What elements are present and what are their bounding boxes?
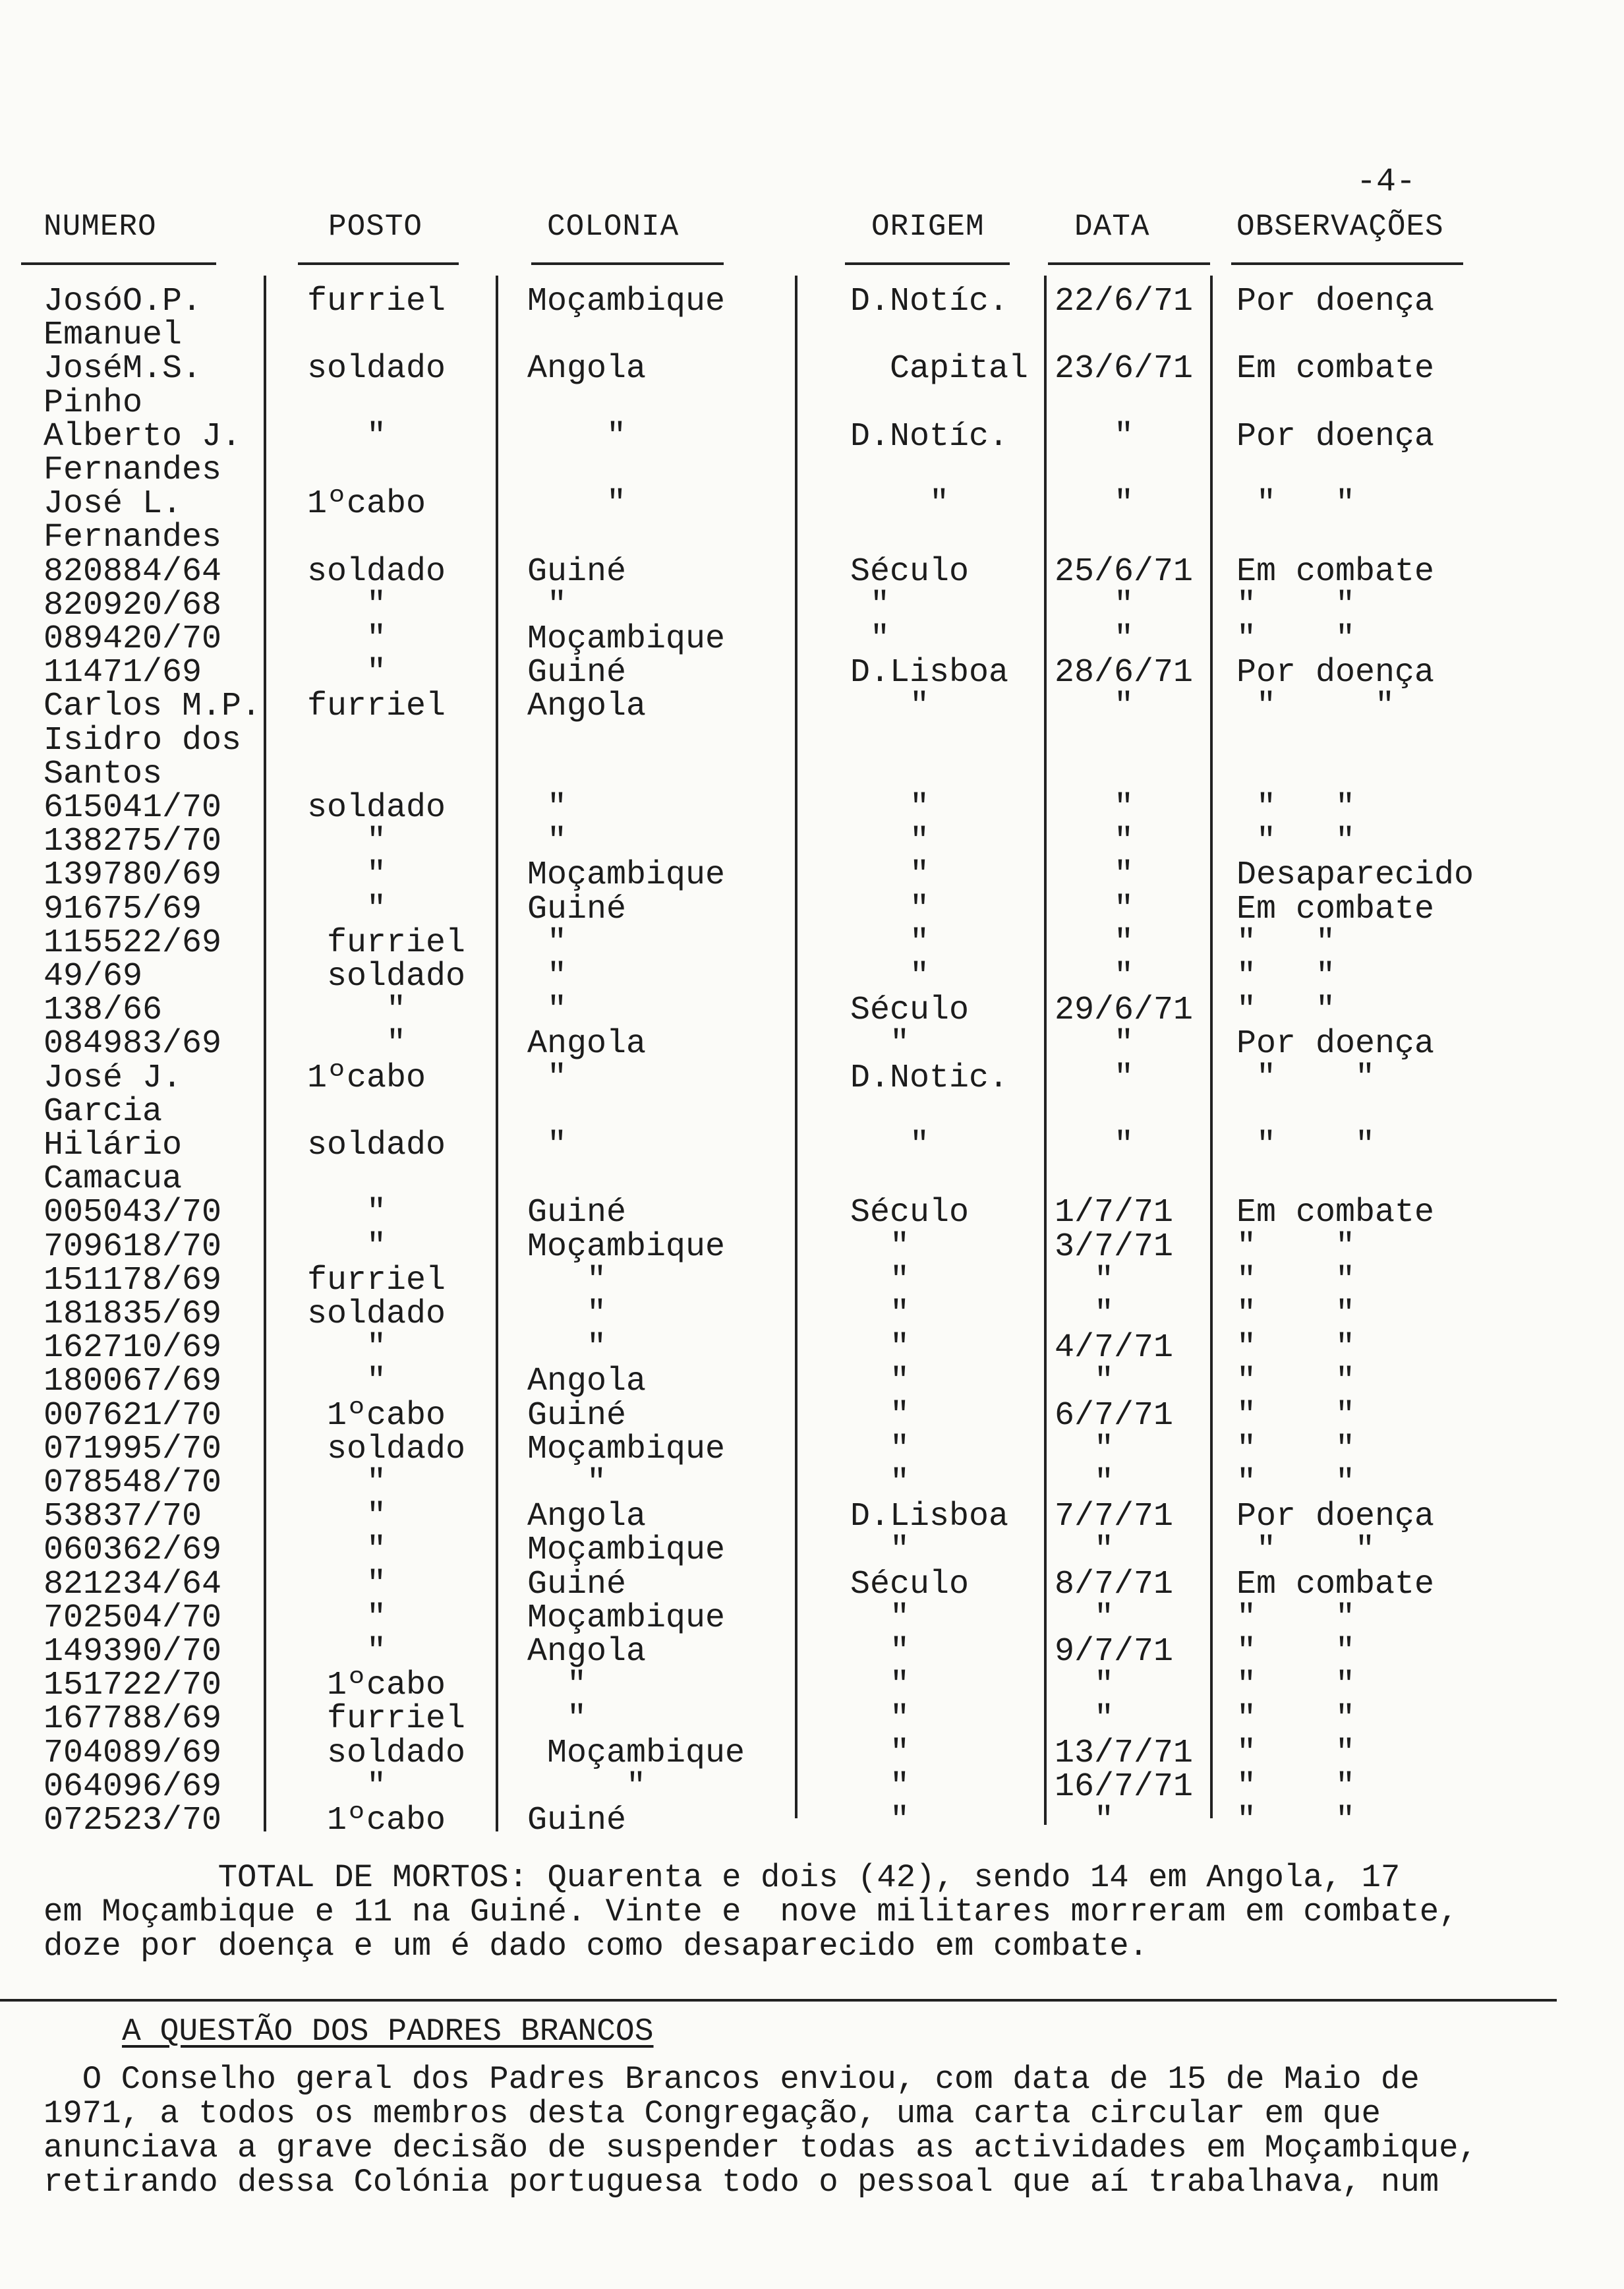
table-row — [0, 487, 1516, 521]
row-observacoes: " " — [1236, 1059, 1376, 1097]
row-colonia: Moçambique — [527, 1734, 745, 1772]
row-posto: soldado — [307, 1295, 446, 1333]
row-colonia: Angola — [527, 1633, 647, 1671]
row-posto: furriel — [307, 1261, 446, 1299]
row-observacoes: Por doença — [1236, 1498, 1435, 1536]
header-underline — [1048, 262, 1210, 265]
row-numero: 615041/70 — [44, 789, 222, 827]
row-origem: " — [850, 924, 930, 962]
row-data: " — [1055, 1127, 1134, 1164]
row-colonia: Moçambique — [527, 1228, 726, 1266]
row-data: " — [1055, 417, 1134, 456]
table-row — [0, 552, 1516, 591]
row-origem: " — [850, 1228, 910, 1266]
row-posto: " — [307, 890, 387, 928]
row-origem: " — [850, 1768, 910, 1806]
row-posto: " — [307, 620, 387, 658]
row-colonia: Moçambique — [527, 856, 726, 895]
row-observacoes: " " — [1236, 992, 1336, 1030]
row-origem: Século — [850, 1565, 970, 1603]
row-origem: " — [850, 485, 950, 523]
row-numero: 149390/70 — [44, 1633, 222, 1671]
row-data: 22/6/71 — [1055, 283, 1194, 320]
row-data: " — [1055, 1363, 1115, 1401]
table-row — [0, 1498, 1516, 1536]
header-origem: ORIGEM — [871, 210, 985, 244]
row-colonia: " — [527, 789, 567, 827]
row-posto: soldado — [307, 552, 446, 591]
row-numero: 071995/70 — [44, 1430, 222, 1468]
row-origem: " — [850, 1025, 910, 1063]
row-data: " — [1055, 1700, 1115, 1739]
row-origem: " — [850, 1599, 910, 1637]
row-origem: D.Lisboa — [850, 654, 1009, 692]
row-data: " — [1055, 1667, 1115, 1705]
row-observacoes: " " — [1236, 1127, 1376, 1164]
table-row — [0, 1092, 1516, 1131]
row-observacoes: " " — [1236, 823, 1356, 861]
row-observacoes: " " — [1236, 1700, 1356, 1739]
row-numero: 151722/70 — [44, 1667, 222, 1705]
table-row — [0, 1700, 1516, 1739]
row-numero: 151178/69 — [44, 1261, 222, 1299]
row-numero: 139780/69 — [44, 856, 222, 895]
row-observacoes: " " — [1236, 1667, 1356, 1705]
row-posto: furriel — [307, 924, 466, 962]
row-colonia: Angola — [527, 688, 647, 726]
row-observacoes: " " — [1236, 1430, 1356, 1468]
row-colonia: Guiné — [527, 1194, 627, 1232]
row-posto: 1ºcabo — [307, 1667, 446, 1705]
row-origem: " — [850, 823, 930, 861]
row-origem: D.Lisboa — [850, 1498, 1009, 1536]
row-data: 23/6/71 — [1055, 350, 1194, 388]
row-data: " — [1055, 1802, 1115, 1839]
table-row — [0, 454, 1516, 487]
table-row — [0, 519, 1516, 557]
row-numero: 005043/70 — [44, 1194, 222, 1232]
row-numero: 49/69 — [44, 958, 143, 996]
row-observacoes: Desaparecido — [1236, 856, 1474, 895]
header-underline — [531, 262, 724, 265]
row-posto: " — [307, 1498, 387, 1536]
row-numero: JosóO.P. — [44, 283, 202, 320]
row-colonia: " — [527, 1768, 647, 1806]
row-posto: soldado — [307, 1430, 466, 1468]
table-row — [0, 791, 1516, 825]
row-colonia: " — [527, 1059, 567, 1097]
section-divider — [0, 1999, 1557, 2002]
header-underline — [1231, 262, 1463, 265]
row-data: 6/7/71 — [1055, 1396, 1174, 1435]
row-observacoes: " " — [1236, 688, 1395, 726]
row-observacoes: Em combate — [1236, 890, 1435, 928]
row-observacoes: " " — [1236, 1228, 1356, 1266]
row-origem: " — [850, 1802, 910, 1839]
row-posto: " — [307, 1464, 387, 1502]
row-numero: 820884/64 — [44, 552, 222, 591]
row-colonia: Moçambique — [527, 283, 726, 320]
table-row — [0, 1331, 1516, 1365]
row-origem: " — [850, 958, 930, 996]
row-data: 13/7/71 — [1055, 1734, 1194, 1772]
header-underline — [845, 262, 1010, 265]
row-data: " — [1055, 924, 1134, 962]
table-row — [0, 1160, 1516, 1199]
row-posto: soldado — [307, 958, 466, 996]
row-posto: " — [307, 1531, 387, 1570]
row-posto: soldado — [307, 350, 446, 388]
row-origem: " — [850, 1329, 910, 1367]
table-row — [0, 1734, 1516, 1772]
row-colonia: Angola — [527, 1498, 647, 1536]
row-observacoes: Por doença — [1236, 283, 1435, 320]
row-posto: " — [307, 417, 387, 456]
table-row — [0, 1297, 1516, 1331]
row-colonia: " — [527, 1464, 607, 1502]
row-data: " — [1055, 1295, 1115, 1333]
row-posto: 1ºcabo — [307, 485, 426, 523]
table-row — [0, 1804, 1516, 1837]
row-colonia: Angola — [527, 350, 647, 388]
row-colonia: " — [527, 992, 567, 1030]
row-observacoes: " " — [1236, 1531, 1376, 1570]
row-observacoes: " " — [1236, 1363, 1356, 1401]
row-posto: 1ºcabo — [307, 1059, 426, 1097]
row-numero: 181835/69 — [44, 1295, 222, 1333]
row-origem: " — [850, 1464, 910, 1502]
table-row — [0, 1196, 1516, 1230]
row-numero: JoséM.S. — [44, 350, 202, 388]
row-numero: 162710/69 — [44, 1329, 222, 1367]
row-numero: Emanuel — [44, 316, 183, 355]
row-observacoes: " " — [1236, 958, 1336, 996]
table-row — [0, 1061, 1516, 1095]
row-origem: Século — [850, 552, 970, 591]
row-origem: Capital — [850, 350, 1029, 388]
row-numero: 072523/70 — [44, 1802, 222, 1839]
row-data: 8/7/71 — [1055, 1565, 1174, 1603]
table-row — [0, 1770, 1516, 1804]
row-origem: " — [850, 1531, 910, 1570]
row-numero: Carlos M.P. — [44, 688, 262, 726]
row-posto: " — [307, 1194, 387, 1232]
header-underline — [21, 262, 216, 265]
row-observacoes: " " — [1236, 924, 1336, 962]
row-posto: furriel — [307, 1700, 466, 1739]
row-posto: " — [307, 1363, 387, 1401]
row-data: " — [1055, 890, 1134, 928]
row-origem: " — [850, 1261, 910, 1299]
row-colonia: " — [527, 1261, 607, 1299]
table-row — [0, 960, 1516, 994]
row-posto: " — [307, 654, 387, 692]
row-colonia: Angola — [527, 1025, 647, 1063]
row-numero: 709618/70 — [44, 1228, 222, 1266]
row-origem: " — [850, 586, 890, 624]
row-origem: " — [850, 890, 930, 928]
row-origem: " — [850, 1430, 910, 1468]
row-data: 3/7/71 — [1055, 1228, 1174, 1266]
row-origem: D.Notíc. — [850, 283, 1009, 320]
table-row — [0, 755, 1516, 793]
row-data: " — [1055, 1531, 1115, 1570]
row-observacoes: " " — [1236, 485, 1356, 523]
header-posto: POSTO — [328, 210, 423, 244]
table-row — [0, 1027, 1516, 1061]
table-row — [0, 1667, 1516, 1705]
row-numero: 084983/69 — [44, 1025, 222, 1063]
row-posto: " — [307, 1329, 387, 1367]
row-numero: 702504/70 — [44, 1599, 222, 1637]
table-row — [0, 1430, 1516, 1468]
row-numero: 060362/69 — [44, 1531, 222, 1570]
table-row — [0, 1261, 1516, 1299]
row-origem: " — [850, 1700, 910, 1739]
row-colonia: " — [527, 958, 567, 996]
table-row — [0, 823, 1516, 861]
row-posto: soldado — [307, 1127, 446, 1164]
row-origem: " — [850, 688, 930, 726]
row-posto: " — [307, 1565, 387, 1603]
row-observacoes: Em combate — [1236, 1194, 1435, 1232]
row-numero: Alberto J. — [44, 417, 242, 456]
total-deaths-text: TOTAL DE MORTOS: Quarenta e dois (42), sendo 14 em Angola, 17 em Moçambique e 11 na Guiné. Vinte e nove militares morreram em combate, doze por doença e um é dado como desaparecido em combate. — [44, 1859, 1459, 1965]
row-numero: 167788/69 — [44, 1700, 222, 1739]
table-row — [0, 1396, 1516, 1435]
table-row — [0, 386, 1516, 420]
header-numero: NUMERO — [44, 210, 157, 244]
header-data: DATA — [1074, 210, 1150, 244]
row-observacoes: " " — [1236, 789, 1356, 827]
table-row — [0, 1466, 1516, 1500]
row-data: " — [1055, 485, 1134, 523]
row-data: 9/7/71 — [1055, 1633, 1174, 1671]
row-data: " — [1055, 1599, 1115, 1637]
row-data: 7/7/71 — [1055, 1498, 1174, 1536]
row-observacoes: " " — [1236, 1295, 1356, 1333]
row-data: 1/7/71 — [1055, 1194, 1174, 1232]
row-colonia: Moçambique — [527, 1430, 726, 1468]
table-row — [0, 586, 1516, 624]
table-row — [0, 890, 1516, 928]
row-data: 25/6/71 — [1055, 552, 1194, 591]
row-numero: Fernandes — [44, 452, 222, 489]
row-origem: D.Notíc. — [850, 417, 1009, 456]
row-numero: José J. — [44, 1059, 183, 1097]
row-origem: " — [850, 1295, 910, 1333]
row-numero: Santos — [44, 755, 163, 793]
row-colonia: " — [527, 1127, 567, 1164]
row-observacoes: " " — [1236, 1464, 1356, 1502]
row-observacoes: " " — [1236, 1633, 1356, 1671]
row-colonia: " — [527, 417, 627, 456]
row-origem: " — [850, 1363, 910, 1401]
row-data: " — [1055, 1261, 1115, 1299]
table-row — [0, 316, 1516, 355]
row-colonia: Moçambique — [527, 620, 726, 658]
row-origem: " — [850, 789, 930, 827]
row-data: 4/7/71 — [1055, 1329, 1174, 1367]
row-data: " — [1055, 620, 1134, 658]
row-data: " — [1055, 1430, 1115, 1468]
row-observacoes: Em combate — [1236, 1565, 1435, 1603]
row-origem: " — [850, 1396, 910, 1435]
row-origem: D.Notic. — [850, 1059, 1009, 1097]
row-colonia: Guiné — [527, 1396, 627, 1435]
row-posto: " — [307, 1228, 387, 1266]
row-numero: 180067/69 — [44, 1363, 222, 1401]
row-observacoes: " " — [1236, 1599, 1356, 1637]
row-numero: Pinho — [44, 384, 143, 422]
row-posto: " — [307, 856, 387, 895]
row-numero: Camacua — [44, 1160, 183, 1199]
table-row — [0, 1565, 1516, 1603]
row-numero: 089420/70 — [44, 620, 222, 658]
table-row — [0, 1363, 1516, 1401]
row-colonia: Moçambique — [527, 1531, 726, 1570]
row-observacoes: " " — [1236, 1802, 1356, 1839]
row-numero: Hilário — [44, 1127, 183, 1164]
row-colonia: " — [527, 823, 567, 861]
table-row — [0, 352, 1516, 386]
header-observacoes: OBSERVAÇÕES — [1236, 210, 1444, 244]
row-origem: Século — [850, 1194, 970, 1232]
row-observacoes: " " — [1236, 1261, 1356, 1299]
row-numero: 138/66 — [44, 992, 163, 1030]
table-row — [0, 688, 1516, 726]
row-colonia: Guiné — [527, 1802, 627, 1839]
row-observacoes: " " — [1236, 620, 1356, 658]
table-row — [0, 1531, 1516, 1570]
table-row — [0, 926, 1516, 960]
row-numero: 704089/69 — [44, 1734, 222, 1772]
row-posto: 1ºcabo — [307, 1396, 446, 1435]
row-posto: " — [307, 1633, 387, 1671]
row-colonia: " — [527, 1667, 587, 1705]
row-origem: " — [850, 1633, 910, 1671]
row-posto: " — [307, 1025, 407, 1063]
row-posto: furriel — [307, 283, 446, 320]
row-numero: 007621/70 — [44, 1396, 222, 1435]
row-numero: 064096/69 — [44, 1768, 222, 1806]
row-data: 28/6/71 — [1055, 654, 1194, 692]
row-posto: " — [307, 586, 387, 624]
row-posto: furriel — [307, 688, 446, 726]
row-origem: " — [850, 620, 890, 658]
row-origem: Século — [850, 992, 970, 1030]
row-data: " — [1055, 1059, 1134, 1097]
row-colonia: " — [527, 485, 627, 523]
table-row — [0, 417, 1516, 456]
row-numero: 820920/68 — [44, 586, 222, 624]
row-observacoes: Por doença — [1236, 654, 1435, 692]
table-row — [0, 285, 1516, 318]
table-row — [0, 992, 1516, 1030]
row-observacoes: Por doença — [1236, 1025, 1435, 1063]
row-colonia: Guiné — [527, 654, 627, 692]
row-numero: 91675/69 — [44, 890, 202, 928]
row-colonia: " — [527, 1700, 587, 1739]
table-row — [0, 622, 1516, 656]
row-numero: 53837/70 — [44, 1498, 202, 1536]
row-observacoes: " " — [1236, 1734, 1356, 1772]
row-colonia: Moçambique — [527, 1599, 726, 1637]
row-colonia: " — [527, 586, 567, 624]
table-row — [0, 1601, 1516, 1635]
row-colonia: Guiné — [527, 890, 627, 928]
row-numero: Fernandes — [44, 519, 222, 557]
row-observacoes: Por doença — [1236, 417, 1435, 456]
row-data: 16/7/71 — [1055, 1768, 1194, 1806]
table-row — [0, 1129, 1516, 1162]
row-colonia: Guiné — [527, 1565, 627, 1603]
row-origem: " — [850, 1127, 930, 1164]
row-numero: José L. — [44, 485, 183, 523]
row-data: " — [1055, 688, 1134, 726]
table-row — [0, 721, 1516, 759]
row-colonia: " — [527, 924, 567, 962]
page-number: -4- — [1356, 164, 1416, 201]
row-observacoes: Em combate — [1236, 350, 1435, 388]
row-data: " — [1055, 1464, 1115, 1502]
row-data: " — [1055, 586, 1134, 624]
header-underline — [298, 262, 459, 265]
row-colonia: Guiné — [527, 552, 627, 591]
row-origem: " — [850, 856, 930, 895]
row-observacoes: Em combate — [1236, 552, 1435, 591]
row-posto: 1ºcabo — [307, 1802, 446, 1839]
row-posto: " — [307, 823, 387, 861]
row-observacoes: " " — [1236, 586, 1356, 624]
row-posto: " — [307, 992, 407, 1030]
row-data: " — [1055, 823, 1134, 861]
row-posto: " — [307, 1599, 387, 1637]
table-row — [0, 656, 1516, 690]
section-title: A QUESTÃO DOS PADRES BRANCOS — [122, 2014, 654, 2050]
row-data: " — [1055, 789, 1134, 827]
row-numero: 115522/69 — [44, 924, 222, 962]
row-observacoes: " " — [1236, 1396, 1356, 1435]
row-observacoes: " " — [1236, 1768, 1356, 1806]
row-origem: " — [850, 1734, 910, 1772]
row-colonia: " — [527, 1329, 607, 1367]
row-numero: 11471/69 — [44, 654, 202, 692]
table-row — [0, 1635, 1516, 1669]
table-row — [0, 856, 1516, 895]
row-numero: Isidro dos — [44, 721, 242, 759]
row-origem: " — [850, 1667, 910, 1705]
row-numero: 078548/70 — [44, 1464, 222, 1502]
header-colonia: COLONIA — [547, 210, 680, 244]
row-numero: Garcia — [44, 1092, 163, 1131]
row-colonia: " — [527, 1295, 607, 1333]
row-data: 29/6/71 — [1055, 992, 1194, 1030]
row-posto: " — [307, 1768, 387, 1806]
row-data: " — [1055, 1025, 1134, 1063]
row-data: " — [1055, 958, 1134, 996]
row-posto: soldado — [307, 1734, 466, 1772]
row-numero: 821234/64 — [44, 1565, 222, 1603]
row-numero: 138275/70 — [44, 823, 222, 861]
row-observacoes: " " — [1236, 1329, 1356, 1367]
row-posto: soldado — [307, 789, 446, 827]
table-row — [0, 1230, 1516, 1264]
row-colonia: Angola — [527, 1363, 647, 1401]
row-data: " — [1055, 856, 1134, 895]
body-paragraph: O Conselho geral dos Padres Brancos enviou, com data de 15 de Maio de 1971, a todos os membros desta Congregação, uma carta circular em que anunciava a grave decisão de suspender todas as actividades em Moçambique, retirando dessa Colónia portuguesa todo o pessoal que aí trabalhava, num — [44, 2061, 1478, 2201]
